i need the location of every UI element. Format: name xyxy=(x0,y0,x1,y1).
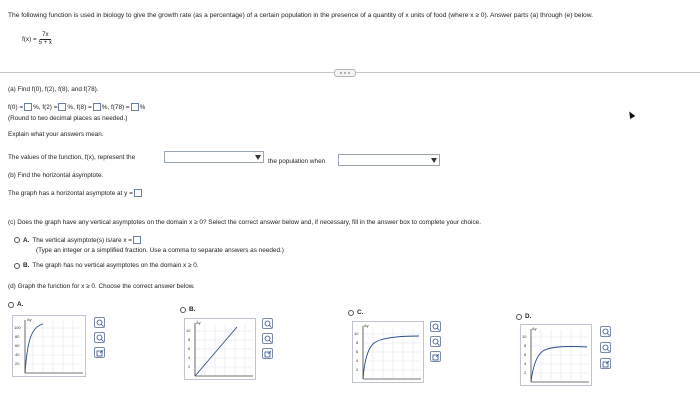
function-definition xyxy=(22,32,52,47)
axis-label: Ay xyxy=(364,323,369,328)
function-numerator: 7x xyxy=(42,32,49,38)
radio-button[interactable] xyxy=(180,307,186,313)
explain-prompt: Explain what your answers mean. xyxy=(8,131,104,138)
population-when-dropdown[interactable] xyxy=(338,154,440,166)
function-fraction xyxy=(39,32,52,47)
tick-label: 2 xyxy=(356,367,359,372)
graph-c xyxy=(352,321,424,383)
horizontal-asymptote-input[interactable] xyxy=(134,189,142,197)
percent-label: % xyxy=(139,103,146,111)
problem-intro: The following function is used in biology to give the growth rate (as a percentage) of a certain population in the presence of a quantity of x units of food (where x ≥ 0). Answer parts (a) through (e) below. xyxy=(8,12,593,19)
zoom-out-icon[interactable] xyxy=(94,332,105,343)
option-a-hint: (Type an integer or a simplified fraction. Use a comma to separate answers as needed.) xyxy=(36,247,284,254)
zoom-in-icon[interactable] xyxy=(430,321,441,332)
tick-label: 20 xyxy=(15,361,20,366)
represent-dropdown[interactable] xyxy=(164,151,264,163)
zoom-in-icon[interactable] xyxy=(600,326,611,337)
tick-label: 8 xyxy=(524,343,527,348)
part-a-answers xyxy=(8,103,145,111)
option-letter: C. xyxy=(357,309,364,316)
function-denominator: 5 + x xyxy=(38,40,52,46)
tick-label: 10 xyxy=(354,331,359,336)
graph-curve xyxy=(363,336,419,379)
axis-label: Ay xyxy=(196,320,201,325)
tick-label: 2 xyxy=(524,370,527,375)
tick-label: 4 xyxy=(524,361,527,366)
tick-label: 8 xyxy=(356,340,359,345)
axis-label: Ay xyxy=(27,317,32,322)
option-text: The graph has no vertical asymptotes on the domain x ≥ 0. xyxy=(32,262,199,269)
option-text: The vertical asymptote(s) is/are x = xyxy=(32,236,133,244)
graph-a xyxy=(12,315,86,377)
zoom-out-icon[interactable] xyxy=(262,333,273,344)
zoom-out-icon[interactable] xyxy=(430,336,441,347)
horizontal-asymptote-row xyxy=(8,189,143,197)
option-c-a[interactable] xyxy=(14,236,142,244)
zoom-in-icon[interactable] xyxy=(94,317,105,328)
zoom-in-icon[interactable] xyxy=(262,318,273,329)
option-letter: B. xyxy=(23,262,30,269)
graph-d xyxy=(520,324,592,386)
f0-label: f(0) = xyxy=(8,103,24,111)
option-letter: D. xyxy=(525,313,532,320)
horizontal-asymptote-label: The graph has a horizontal asymptote at y = xyxy=(8,189,133,197)
zoom-out-icon[interactable] xyxy=(600,342,611,353)
tick-label: 2 xyxy=(188,364,191,369)
values-sentence-start: The values of the function, f(x), represent the xyxy=(8,154,136,161)
f8-input[interactable] xyxy=(93,103,101,111)
graph-option-c[interactable] xyxy=(348,309,366,316)
option-c-b[interactable] xyxy=(14,262,199,269)
values-sentence-mid: the population when xyxy=(268,158,326,165)
divider-handle[interactable] xyxy=(334,69,356,77)
f2-input[interactable] xyxy=(58,103,66,111)
f0-input[interactable] xyxy=(24,103,32,111)
popout-icon[interactable] xyxy=(430,351,441,362)
tick-label: 80 xyxy=(15,334,20,339)
tick-label: 8 xyxy=(188,337,191,342)
mouse-cursor-icon xyxy=(627,110,636,119)
tick-label: 10 xyxy=(186,328,191,333)
option-letter: A. xyxy=(23,236,30,244)
radio-button[interactable] xyxy=(8,302,14,308)
function-lhs: f(x) = xyxy=(22,36,37,43)
graph-curve xyxy=(195,327,237,376)
f78-input[interactable] xyxy=(131,103,139,111)
radio-button[interactable] xyxy=(14,237,20,243)
f2-label: %, f(2) = xyxy=(33,103,58,111)
tick-label: 6 xyxy=(188,346,191,351)
graph-curve xyxy=(25,324,43,373)
popout-icon[interactable] xyxy=(600,358,611,369)
graph-b xyxy=(184,318,256,380)
graph-option-b[interactable] xyxy=(180,306,198,313)
part-d-prompt: (d) Graph the function for x ≥ 0. Choose the correct answer below. xyxy=(8,283,195,290)
radio-button[interactable] xyxy=(348,310,354,316)
radio-button[interactable] xyxy=(516,314,522,320)
graph-option-a[interactable] xyxy=(8,301,26,308)
tick-label: 60 xyxy=(15,343,20,348)
popout-icon[interactable] xyxy=(262,348,273,359)
chevron-down-icon xyxy=(255,155,261,160)
radio-button[interactable] xyxy=(14,263,20,269)
tick-label: 4 xyxy=(356,358,359,363)
part-b-prompt: (b) Find the horizontal asymptote. xyxy=(8,172,104,179)
popout-icon[interactable] xyxy=(94,347,105,358)
part-a-prompt: (a) Find f(0), f(2), f(8), and f(78). xyxy=(8,86,99,93)
round-note: (Round to two decimal places as needed.) xyxy=(8,115,128,122)
vertical-asymptote-input[interactable] xyxy=(133,236,141,244)
tick-label: 40 xyxy=(15,352,20,357)
tick-label: 4 xyxy=(188,355,191,360)
tick-label: 6 xyxy=(356,349,359,354)
chevron-down-icon xyxy=(431,158,437,163)
axis-label: Ay xyxy=(532,326,537,331)
tick-label: 6 xyxy=(524,352,527,357)
f8-label: %, f(8) = xyxy=(67,103,92,111)
option-letter: A. xyxy=(17,301,24,308)
graph-option-d[interactable] xyxy=(516,313,534,320)
part-c-prompt: (c) Does the graph have any vertical asymptotes on the domain x ≥ 0? Select the correct answer below and, if necessary, fill in the answer box to complete your choice. xyxy=(8,219,481,226)
tick-label: 10 xyxy=(522,334,527,339)
tick-label: 100 xyxy=(14,325,21,330)
f78-label: %, f(78) = xyxy=(101,103,130,111)
option-letter: B. xyxy=(189,306,196,313)
